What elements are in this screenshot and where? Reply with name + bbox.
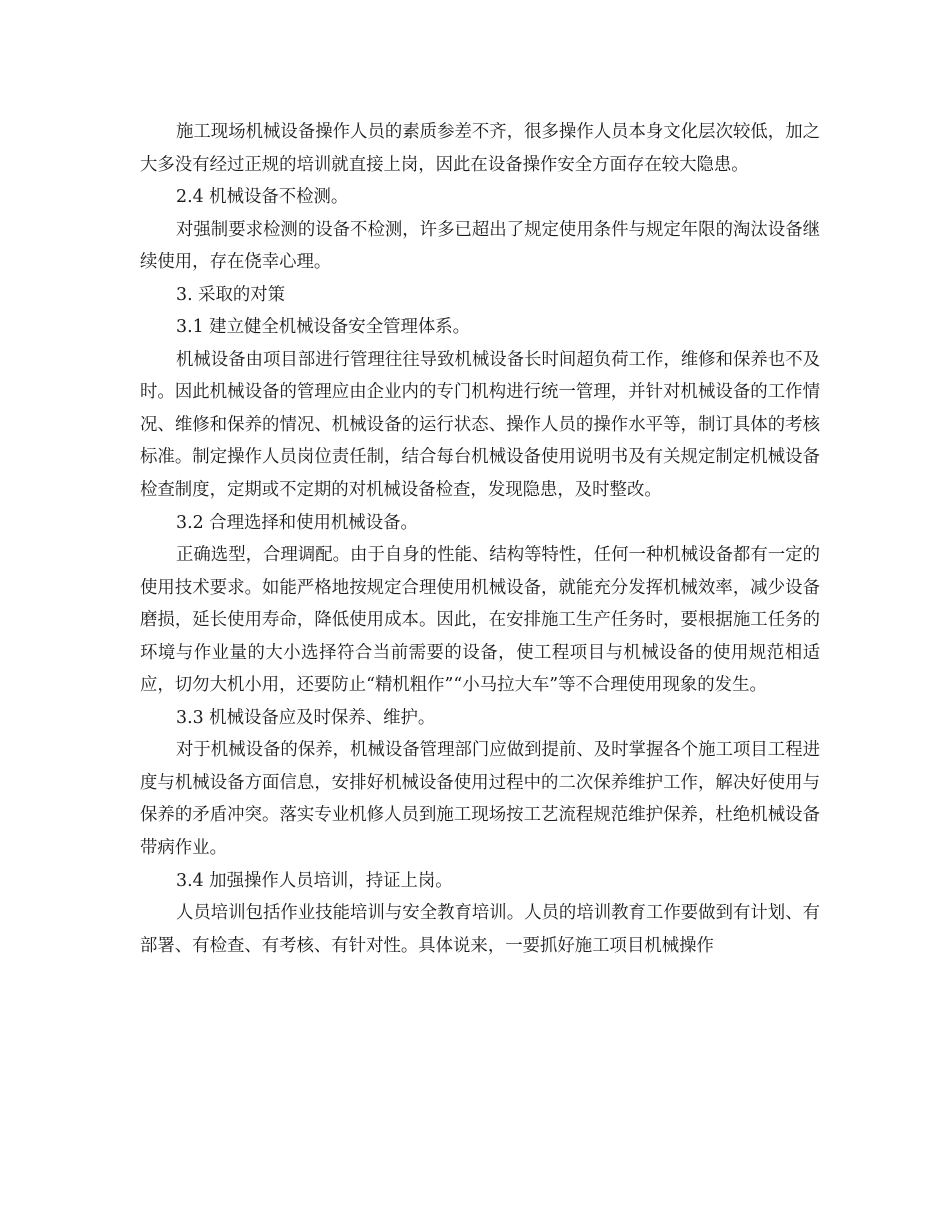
paragraph-training: 人员培训包括作业技能培训与安全教育培训。人员的培训教育工作要做到有计划、有部署、有检查、有考核、有针对性。具体说来，一要抓好施工项目机械操作 [140, 903, 820, 956]
paragraph-management-system: 机械设备由项目部进行管理往往导致机械设备长时间超负荷工作，维修和保养也不及时。因此机械设备的管理应由企业内的专门机构进行统一管理，并针对机械设备的工作情况、维修和保养的情况、机械设备的运行状态、操作人员的操作水平等，制订具体的考核标准。制定操作人员岗位责任制，结合每台机械设备使用说明书及有关规定制定机械设备检查制度，定期或不定期的对机械设备检查，发现隐患，及时整改。 [140, 349, 820, 501]
section-heading-3-3: 3.3 机械设备应及时保养、维护。 [176, 707, 436, 728]
section-heading-3-2: 3.2 合理选择和使用机械设备。 [176, 512, 418, 533]
paragraph-no-inspection: 对强制要求检测的设备不检测，许多已超出了规定使用条件与规定年限的淘汰设备继续使用，存在侥幸心理。 [140, 219, 820, 273]
paragraph-operator-quality: 施工现场机械设备操作人员的素质参差不齐，很多操作人员本身文化层次较低，加之大多没有经过正规的培训就直接上岗，因此在设备操作安全方面存在较大隐患。 [140, 122, 820, 175]
section-heading-3-4: 3.4 加强操作人员培训，持证上岗。 [176, 870, 453, 891]
paragraph-selection-usage: 正确选型，合理调配。由于自身的性能、结构等特性，任何一种机械设备都有一定的使用技术要求。如能严格地按规定合理使用机械设备，就能充分发挥机械效率，减少设备磨损，延长使用寿命，降低使用成本。因此，在安排施工生产任务时，要根据施工任务的环境与作业量的大小选择符合当前需要的设备，使工程项目与机械设备的使用规范相适应，切勿大机小用，还要防止“精机粗作”“小马拉大车”等不合理使用现象的发生。 [140, 545, 820, 696]
section-heading-3: 3. 采取的对策 [176, 284, 286, 305]
section-heading-2-4: 2.4 机械设备不检测。 [176, 187, 349, 208]
paragraph-maintenance: 对于机械设备的保养，机械设备管理部门应做到提前、及时掌握各个施工项目工程进度与机械设备方面信息，安排好机械设备使用过程中的二次保养维护工作，解决好使用与保养的矛盾冲突。落实专业机修人员到施工现场按工艺流程规范维护保养，杜绝机械设备带病作业。 [140, 740, 820, 859]
document-body [140, 116, 820, 962]
section-heading-3-1: 3.1 建立健全机械设备安全管理体系。 [176, 317, 471, 338]
